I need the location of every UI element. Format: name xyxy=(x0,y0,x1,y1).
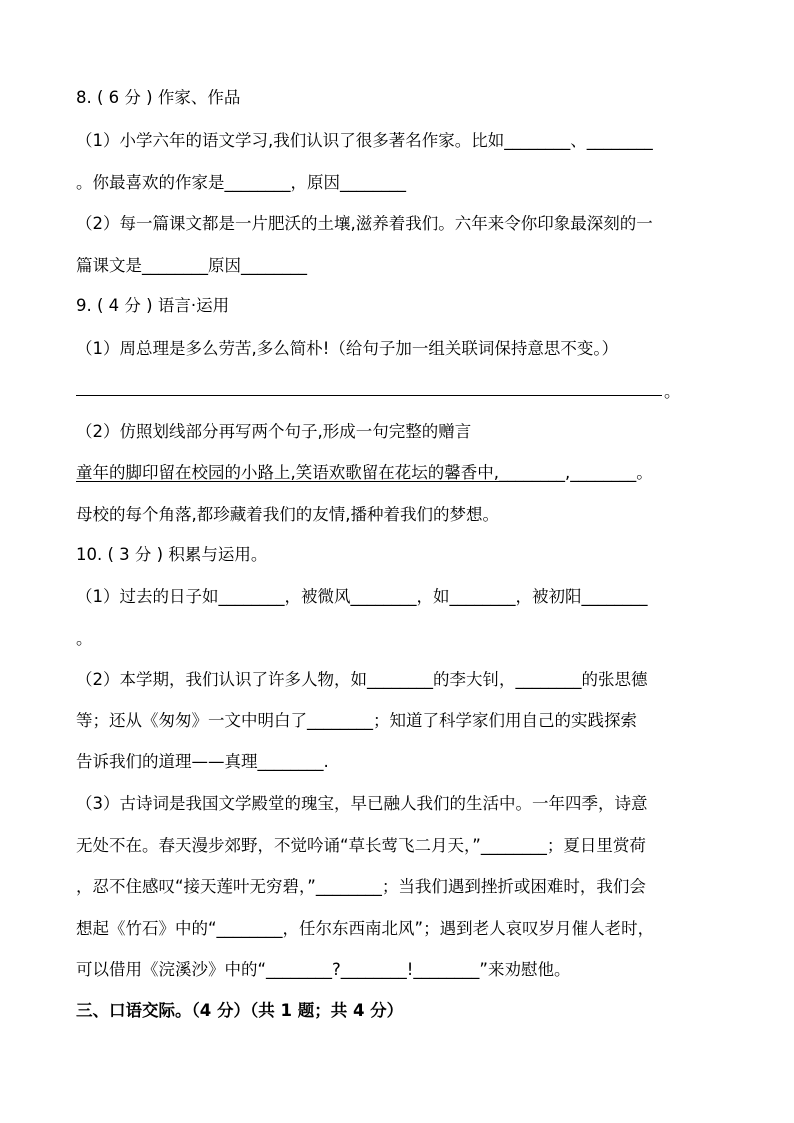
answer-blanks: ________,________。 xyxy=(499,463,653,482)
question-9-part2-line2 xyxy=(76,461,653,485)
question-10-part3-line3: ，忍不住感叹“接天莲叶无穷碧，”________；当我们遇到挫折或困难时，我们会 xyxy=(76,877,646,896)
section-3-heading: 三、口语交际。（4 分）（共 1 题；共 4 分） xyxy=(76,1001,404,1020)
question-8-part1-line2: 。你最喜欢的作家是________，原因________ xyxy=(76,173,406,192)
question-10-part3-line4: 想起《竹石》中的“________，任尔东西南北风”；遇到老人哀叹岁月催人老时， xyxy=(76,919,655,938)
question-10-part1-line2: 。 xyxy=(76,629,93,648)
question-8-part2-line2: 篇课文是________原因________ xyxy=(76,256,307,275)
question-8-title: 8. ( 6 分 ) 作家、作品 xyxy=(76,88,241,107)
question-10-part2-line3: 告诉我们的道理——真理________. xyxy=(76,752,329,771)
question-8-part1-line1: （1）小学六年的语文学习,我们认识了很多著名作家。比如________、________ xyxy=(76,131,653,150)
question-9-title: 9. ( 4 分 ) 语言·运用 xyxy=(76,296,230,315)
question-9-part1-line1: （1）周总理是多么劳苦,多么简朴!（给句子加一组关联词保持意思不变。） xyxy=(76,339,619,358)
question-8-part2-line1: （2）每一篇课文都是一片肥沃的土壤,滋养着我们。六年来令你印象最深刻的一 xyxy=(76,214,653,233)
question-10-part3-line1: （3）古诗词是我国文学殿堂的瑰宝，早已融人我们的生活中。一年四季，诗意 xyxy=(76,794,648,813)
question-10-part3-line5: 可以借用《浣溪沙》中的“________?________!________”来劝慰他。 xyxy=(76,960,571,979)
question-10-part3-line2: 无处不在。春天漫步郊野，不觉吟诵“草长莺飞二月天，”________；夏日里赏荷 xyxy=(76,836,646,855)
question-10-title: 10. ( 3 分 ) 积累与运用。 xyxy=(76,545,268,564)
question-9-part1-end: 。 xyxy=(664,382,681,401)
question-9-part2-line3: 母校的每个角落,都珍藏着我们的友情,播种着我们的梦想。 xyxy=(76,505,499,524)
underlined-example: 童年的脚印留在校园的小路上,笑语欢歌留在花坛的馨香中, xyxy=(76,463,499,482)
question-9-part2-line1: （2）仿照划线部分再写两个句子,形成一句完整的赠言 xyxy=(76,422,472,441)
question-10-part2-line1: （2）本学期，我们认识了许多人物，如________的李大钊，________的张思德 xyxy=(76,670,648,689)
answer-blank-line xyxy=(76,395,662,396)
question-10-part1-line1: （1）过去的日子如________，被微风________，如________，被初阳________ xyxy=(76,587,648,606)
question-10-part2-line2: 等；还从《匆匆》一文中明白了________；知道了科学家们用自己的实践探索 xyxy=(76,711,637,730)
